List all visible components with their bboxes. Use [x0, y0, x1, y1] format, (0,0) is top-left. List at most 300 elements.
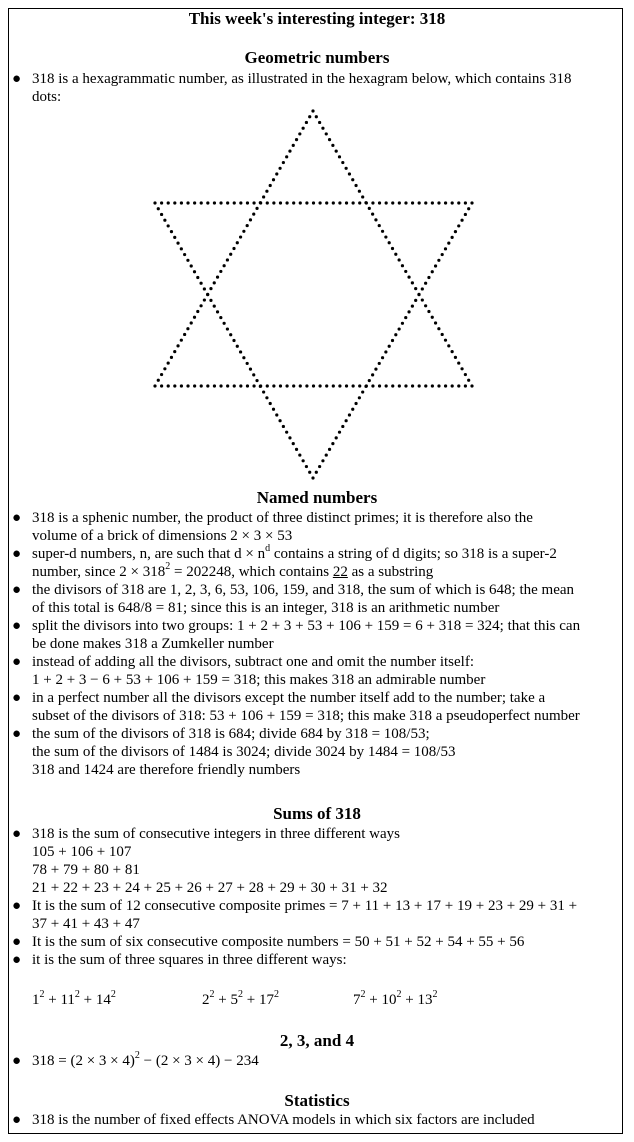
hexagram-dot	[431, 201, 434, 204]
hexagram-dot	[348, 413, 351, 416]
squares-expression-2: $2^2 + 5^2 + 17^2$	[202, 989, 279, 1008]
hexagram-dot	[364, 385, 367, 388]
hexagram-dot	[365, 201, 368, 204]
item-text-line: 78 + 79 + 80 + 81	[32, 862, 140, 878]
hexagram-dot	[232, 247, 235, 250]
hexagram-dot	[338, 431, 341, 434]
item-text-line: It is the sum of 12 consecutive composite primes = 7 + 11 + 13 + 17 + 19 + 23 + 29 + 31 +	[32, 898, 578, 914]
hexagram-dot	[285, 431, 288, 434]
hexagram-dot	[160, 373, 163, 376]
hexagram-dot	[331, 442, 334, 445]
hexagram-dot	[249, 218, 252, 221]
hexagram-dot	[411, 384, 414, 387]
item-text-line: 318 is a hexagrammatic number, as illustrated in the hexagram below, which contains 318	[32, 71, 572, 87]
hexagram-dot	[209, 299, 212, 302]
superscript: 2	[134, 1050, 140, 1061]
hexagram-dot	[249, 368, 252, 371]
text-fragment: super-d numbers, n, are such that d × n	[32, 546, 266, 562]
hexagram-dot	[437, 201, 440, 204]
hexagram-dot	[319, 384, 322, 387]
sums-list	[12, 825, 620, 969]
bullet-icon: ●	[12, 690, 22, 706]
item-text-line: 105 + 106 + 107	[32, 844, 132, 860]
underlined-substring: 22	[332, 564, 348, 580]
hexagram-dot	[186, 201, 189, 204]
hexagram-dot	[371, 213, 374, 216]
hexagram-dot	[318, 465, 321, 468]
hexagram-dot	[371, 201, 374, 204]
heading-sums-of-318: Sums of 318	[273, 804, 361, 823]
hexagram-dot	[180, 339, 183, 342]
hexagram-dot	[374, 368, 377, 371]
hexagram-dot	[332, 384, 335, 387]
item-text-line: 318 is the sum of consecutive integers in three different ways	[32, 826, 400, 842]
hexagram-dot	[457, 201, 460, 204]
hexagram-dot	[173, 236, 176, 239]
hexagram-dot	[295, 448, 298, 451]
hexagram-dot	[341, 425, 344, 428]
hexagram-dot	[368, 379, 371, 382]
hexagram-dot	[275, 413, 278, 416]
hexagram-dot	[265, 396, 268, 399]
hexagram-dot	[374, 218, 377, 221]
hexagram-dot	[292, 442, 295, 445]
hexagram-dot	[193, 270, 196, 273]
hexagram-dot	[354, 184, 357, 187]
bullet-icon: ●	[12, 654, 22, 670]
list-item	[12, 933, 620, 951]
hexagram-dot	[173, 350, 176, 353]
item-text-line: dots:	[32, 89, 62, 105]
hexagram-dot	[457, 384, 460, 387]
hexagram-dot	[460, 219, 463, 222]
hexagram-dot	[345, 201, 348, 204]
hexagram-dot	[417, 293, 420, 296]
hexagram-dot	[308, 471, 311, 474]
hexagram-dot	[371, 373, 374, 376]
hexagram-dot	[328, 138, 331, 141]
hexagram-dot	[167, 201, 170, 204]
hexagram-dot	[282, 425, 285, 428]
bullet-icon: ●	[12, 71, 22, 87]
hexagram-dot	[153, 384, 156, 387]
hexagram-dot	[460, 367, 463, 370]
hexagram-dot	[219, 270, 222, 273]
hexagram-dot	[451, 236, 454, 239]
hexagram-dot	[441, 333, 444, 336]
hexagram-dot	[288, 436, 291, 439]
text-fragment: contains a string of d digits; so 318 is a super-2	[270, 546, 557, 562]
hexagram-dot	[451, 384, 454, 387]
hexagram-dot	[269, 184, 272, 187]
hexagram-dot	[352, 384, 355, 387]
hexagram-dot	[193, 201, 196, 204]
hexagram-dot	[381, 230, 384, 233]
item-text-line: 318 is a sphenic number, the product of three distinct primes; it is therefore also the	[32, 510, 533, 526]
hexagram-dot	[278, 419, 281, 422]
hexagram-dot	[252, 201, 255, 204]
hexagram-dot	[236, 241, 239, 244]
text-fragment: as a substring	[347, 564, 434, 580]
hexagram-dot	[325, 201, 328, 204]
hexagram-dot	[424, 201, 427, 204]
heading-named-numbers: Named numbers	[256, 488, 378, 507]
hexagram-dot	[447, 344, 450, 347]
hexagram-dot	[275, 172, 278, 175]
hexagram-dot	[444, 339, 447, 342]
hexagram-dot	[262, 390, 265, 393]
hexagram-dot	[378, 201, 381, 204]
list-item	[12, 617, 620, 653]
bullet-icon: ●	[12, 898, 22, 914]
superscript: 2	[165, 561, 171, 572]
heading-2-3-and-4: 2, 3, and 4	[279, 1031, 355, 1050]
hexagram-dot	[200, 201, 203, 204]
hexagram-dot	[298, 453, 301, 456]
hexagram-dot	[335, 150, 338, 153]
hexagram-dot	[288, 150, 291, 153]
hexagram-dot	[431, 270, 434, 273]
hexagram-dot	[319, 201, 322, 204]
two-three-four-list	[12, 1052, 620, 1070]
hexagram-dot	[437, 259, 440, 262]
hexagram-dot	[157, 207, 160, 210]
hexagram-dot	[186, 259, 189, 262]
hexagram-dot	[246, 224, 249, 227]
list-item	[12, 509, 620, 545]
item-text-line	[32, 545, 620, 563]
hexagram-dot	[331, 144, 334, 147]
hexagram-dot	[358, 384, 361, 387]
hexagram-dot	[295, 138, 298, 141]
hexagram-dot	[308, 115, 311, 118]
bullet-icon: ●	[12, 934, 22, 950]
hexagram-dot	[424, 304, 427, 307]
hexagram-dot	[352, 201, 355, 204]
hexagram-dot	[167, 384, 170, 387]
hexagram-dot	[213, 201, 216, 204]
bullet-icon: ●	[12, 952, 22, 968]
hexagram-dot	[437, 327, 440, 330]
hexagram-dot	[239, 201, 242, 204]
hexagram-dot	[232, 339, 235, 342]
hexagram-dot	[441, 253, 444, 256]
bullet-icon: ●	[12, 1053, 22, 1069]
hexagram-dot	[213, 305, 216, 308]
hexagram-dot	[272, 384, 275, 387]
hexagram-dot	[213, 384, 216, 387]
hexagram-dot	[451, 350, 454, 353]
hexagram-dot	[388, 345, 391, 348]
hexagram-dot	[434, 321, 437, 324]
hexagram-dot	[464, 201, 467, 204]
hexagram-dot	[190, 264, 193, 267]
hexagram-dot	[266, 201, 269, 204]
hexagram-dot	[262, 195, 265, 198]
hexagram-dot	[464, 373, 467, 376]
bullet-icon: ●	[12, 546, 22, 562]
hexagram-dot	[183, 333, 186, 336]
hexagram-dot	[285, 201, 288, 204]
item-text-line: 37 + 41 + 43 + 47	[32, 916, 140, 932]
hexagram-dot	[398, 384, 401, 387]
list-item	[12, 825, 620, 897]
hexagram-dot	[190, 321, 193, 324]
hexagram-dot	[451, 201, 454, 204]
page-title: This week's interesting integer: 318	[188, 9, 446, 28]
hexagram-dot	[176, 344, 179, 347]
hexagram-dot	[385, 384, 388, 387]
hexagram-dot	[255, 207, 258, 210]
hexagram-dot	[348, 172, 351, 175]
hexagram-dot	[302, 127, 305, 130]
bullet-icon: ●	[12, 726, 22, 742]
hexagram-dot	[391, 384, 394, 387]
hexagram-dot	[401, 322, 404, 325]
hexagram-dot	[315, 115, 318, 118]
hexagram-dot	[299, 201, 302, 204]
hexagram-dot	[464, 213, 467, 216]
hexagram-dot	[444, 201, 447, 204]
hexagram-dot	[345, 167, 348, 170]
item-text-line: 318 and 1424 are therefore friendly numbers	[32, 762, 301, 778]
hexagram-dot	[345, 419, 348, 422]
hexagram-dot	[371, 384, 374, 387]
hexagram-dot	[167, 224, 170, 227]
hexagram-dot	[454, 356, 457, 359]
text-fragment: 318 = (2 × 3 × 4)	[32, 1053, 135, 1069]
list-item	[12, 897, 620, 933]
hexagram-dot	[239, 235, 242, 238]
hexagram-dot	[226, 327, 229, 330]
hexagram-dot	[421, 287, 424, 290]
hexagram-dot	[242, 230, 245, 233]
hexagram-dot	[193, 384, 196, 387]
hexagram-dot	[226, 201, 229, 204]
hexagram-dot	[206, 293, 209, 296]
hexagram-dot	[298, 132, 301, 135]
hexagram-dot	[414, 299, 417, 302]
hexagram-dot	[391, 247, 394, 250]
hexagram-dot	[404, 384, 407, 387]
hexagram-dot	[196, 276, 199, 279]
hexagram-dot	[401, 264, 404, 267]
hexagram-dot	[157, 379, 160, 382]
hexagram-dot	[242, 356, 245, 359]
heading-geometric-numbers: Geometric numbers	[244, 48, 390, 67]
text-fragment: number, since 2 × 318	[32, 564, 166, 580]
hexagram-dot	[437, 384, 440, 387]
hexagram-dot	[358, 201, 361, 204]
hexagram-dot	[272, 201, 275, 204]
hexagram-dot	[338, 155, 341, 158]
hexagram-dot	[398, 327, 401, 330]
list-item	[12, 725, 620, 779]
hexagram-dot	[315, 471, 318, 474]
hexagram-dot	[170, 356, 173, 359]
hexagram-dot	[325, 132, 328, 135]
hexagram-dot	[219, 316, 222, 319]
hexagram-dot	[454, 230, 457, 233]
bullet-icon: ●	[12, 618, 22, 634]
hexagram-dot	[219, 384, 222, 387]
hexagram-dot	[186, 384, 189, 387]
hexagram-dot	[252, 213, 255, 216]
hexagram-dot	[223, 264, 226, 267]
hexagram-dot	[305, 384, 308, 387]
hexagram-dot	[424, 282, 427, 285]
hexagram-dot	[338, 201, 341, 204]
hexagram-dot	[431, 384, 434, 387]
hexagram-dot	[167, 361, 170, 364]
hexagram-dot	[305, 201, 308, 204]
hexagram-dot	[328, 448, 331, 451]
text-fragment: − (2 × 3 × 4) − 234	[139, 1053, 259, 1069]
hexagram-dot	[305, 121, 308, 124]
hexagram-dot	[246, 362, 249, 365]
item-text-line: in a perfect number all the divisors except the number itself add to the number; take a	[32, 690, 546, 706]
hexagram-dot	[229, 253, 232, 256]
hexagram-dot	[321, 459, 324, 462]
item-text-line: the divisors of 318 are 1, 2, 3, 6, 53, 106, 159, and 318, the sum of which is 648; the mean	[32, 582, 575, 598]
hexagram-dot	[404, 201, 407, 204]
hexagram-dot	[160, 384, 163, 387]
item-text-line: be done makes 318 a Zumkeller number	[32, 636, 274, 652]
hexagram-dot	[302, 459, 305, 462]
hexagram-dot	[431, 316, 434, 319]
hexagram-dot	[285, 384, 288, 387]
heading-statistics: Statistics	[284, 1091, 350, 1110]
hexagram-dot	[467, 207, 470, 210]
hexagram-dot	[163, 367, 166, 370]
hexagram-dot	[457, 361, 460, 364]
hexagram-dot	[255, 379, 258, 382]
hexagram-dot	[321, 127, 324, 130]
hexagram-dot	[193, 316, 196, 319]
hexagram-dot	[341, 161, 344, 164]
bullet-icon: ●	[12, 582, 22, 598]
hexagram-dot	[246, 201, 249, 204]
hexagram-dot	[470, 201, 473, 204]
hexagram-dot	[351, 408, 354, 411]
hexagram-dot	[180, 384, 183, 387]
item-text-line	[32, 1052, 620, 1070]
hexagram-dot	[311, 476, 314, 479]
hexagram-dot	[414, 287, 417, 290]
hexagram-dot	[398, 201, 401, 204]
hexagram-dot	[209, 287, 212, 290]
hexagram-dot	[311, 109, 314, 112]
hexagram-dot	[285, 155, 288, 158]
hexagram-dot	[378, 224, 381, 227]
item-text-line: the sum of the divisors of 318 is 684; divide 684 by 318 = 108/53;	[32, 726, 430, 742]
hexagram-dot	[335, 436, 338, 439]
list-item	[12, 1052, 620, 1070]
hexagram-dot	[418, 384, 421, 387]
hexagram-dot	[388, 241, 391, 244]
hexagram-dot	[203, 287, 206, 290]
hexagram-dot	[259, 385, 262, 388]
squares-expression-1: $1^2 + 11^2 + 14^2$	[32, 989, 116, 1008]
hexagram-dot	[354, 402, 357, 405]
squares-expression-3: $7^2 + 10^2 + 13^2$	[353, 989, 438, 1008]
hexagram-dot	[434, 264, 437, 267]
item-text-line: subset of the divisors of 318: 53 + 106 + 159 = 318; this make 318 a pseudoperfect number	[32, 708, 580, 724]
hexagram-dot	[351, 178, 354, 181]
hexagram-dot	[219, 201, 222, 204]
hexagram-dot	[239, 350, 242, 353]
hexagram-dot	[345, 384, 348, 387]
hexagram-dot	[358, 396, 361, 399]
hexagram-dot	[394, 253, 397, 256]
hexagram-dot	[269, 402, 272, 405]
hexagram-dot	[381, 356, 384, 359]
hexagram-dot	[358, 190, 361, 193]
hexagram-dot	[226, 384, 229, 387]
hexagram-dot	[282, 161, 285, 164]
list-item	[12, 1111, 620, 1129]
hexagram-dot	[272, 178, 275, 181]
hexagram-dot	[279, 201, 282, 204]
bullet-icon: ●	[12, 826, 22, 842]
list-item	[12, 581, 620, 617]
hexagram-dot	[312, 384, 315, 387]
hexagram-dot	[361, 390, 364, 393]
hexagram-dot	[407, 276, 410, 279]
item-text-line: 21 + 22 + 23 + 24 + 25 + 26 + 27 + 28 + 29 + 30 + 31 + 32	[32, 880, 388, 896]
hexagram-dot	[368, 207, 371, 210]
hexagram-dot	[229, 333, 232, 336]
hexagram-dot	[299, 384, 302, 387]
hexagram-dot	[180, 247, 183, 250]
hexagram-dot	[427, 276, 430, 279]
hexagram-dot	[318, 121, 321, 124]
hexagram-dot	[226, 258, 229, 261]
hexagram-dot	[292, 384, 295, 387]
hexagram-dot	[246, 384, 249, 387]
bullet-icon: ●	[12, 1112, 22, 1128]
hexagram-dot	[279, 384, 282, 387]
hexagram-dot	[447, 242, 450, 245]
hexagram-dot	[265, 190, 268, 193]
hexagram-dot	[173, 201, 176, 204]
hexagram-dot	[424, 384, 427, 387]
item-text-line: 1 + 2 + 3 − 6 + 53 + 106 + 159 = 318; this makes 318 an admirable number	[32, 672, 486, 688]
text-fragment: = 202248, which contains	[170, 564, 333, 580]
hexagram-dot	[180, 201, 183, 204]
bullet-icon: ●	[12, 510, 22, 526]
hexagram-dot	[418, 201, 421, 204]
hexagram-dot	[411, 305, 414, 308]
hexagram-dot	[378, 384, 381, 387]
hexagram-dot	[421, 298, 424, 301]
hexagram-dot	[384, 350, 387, 353]
item-text-line: 318 is the number of fixed effects ANOVA models in which six factors are included	[32, 1112, 535, 1128]
hexagram-dot	[470, 384, 473, 387]
hexagram-dot	[233, 201, 236, 204]
list-item	[12, 689, 620, 725]
hexagram-dot	[196, 310, 199, 313]
hexagram-dot	[378, 362, 381, 365]
hexagram-dot	[186, 327, 189, 330]
hexagram-dot	[199, 282, 202, 285]
hexagram-dot	[160, 213, 163, 216]
named-list	[12, 509, 620, 779]
hexagram-dot	[216, 276, 219, 279]
hexagram-dot	[206, 384, 209, 387]
hexagram-dot	[292, 144, 295, 147]
item-text-line: it is the sum of three squares in three different ways:	[32, 952, 347, 968]
